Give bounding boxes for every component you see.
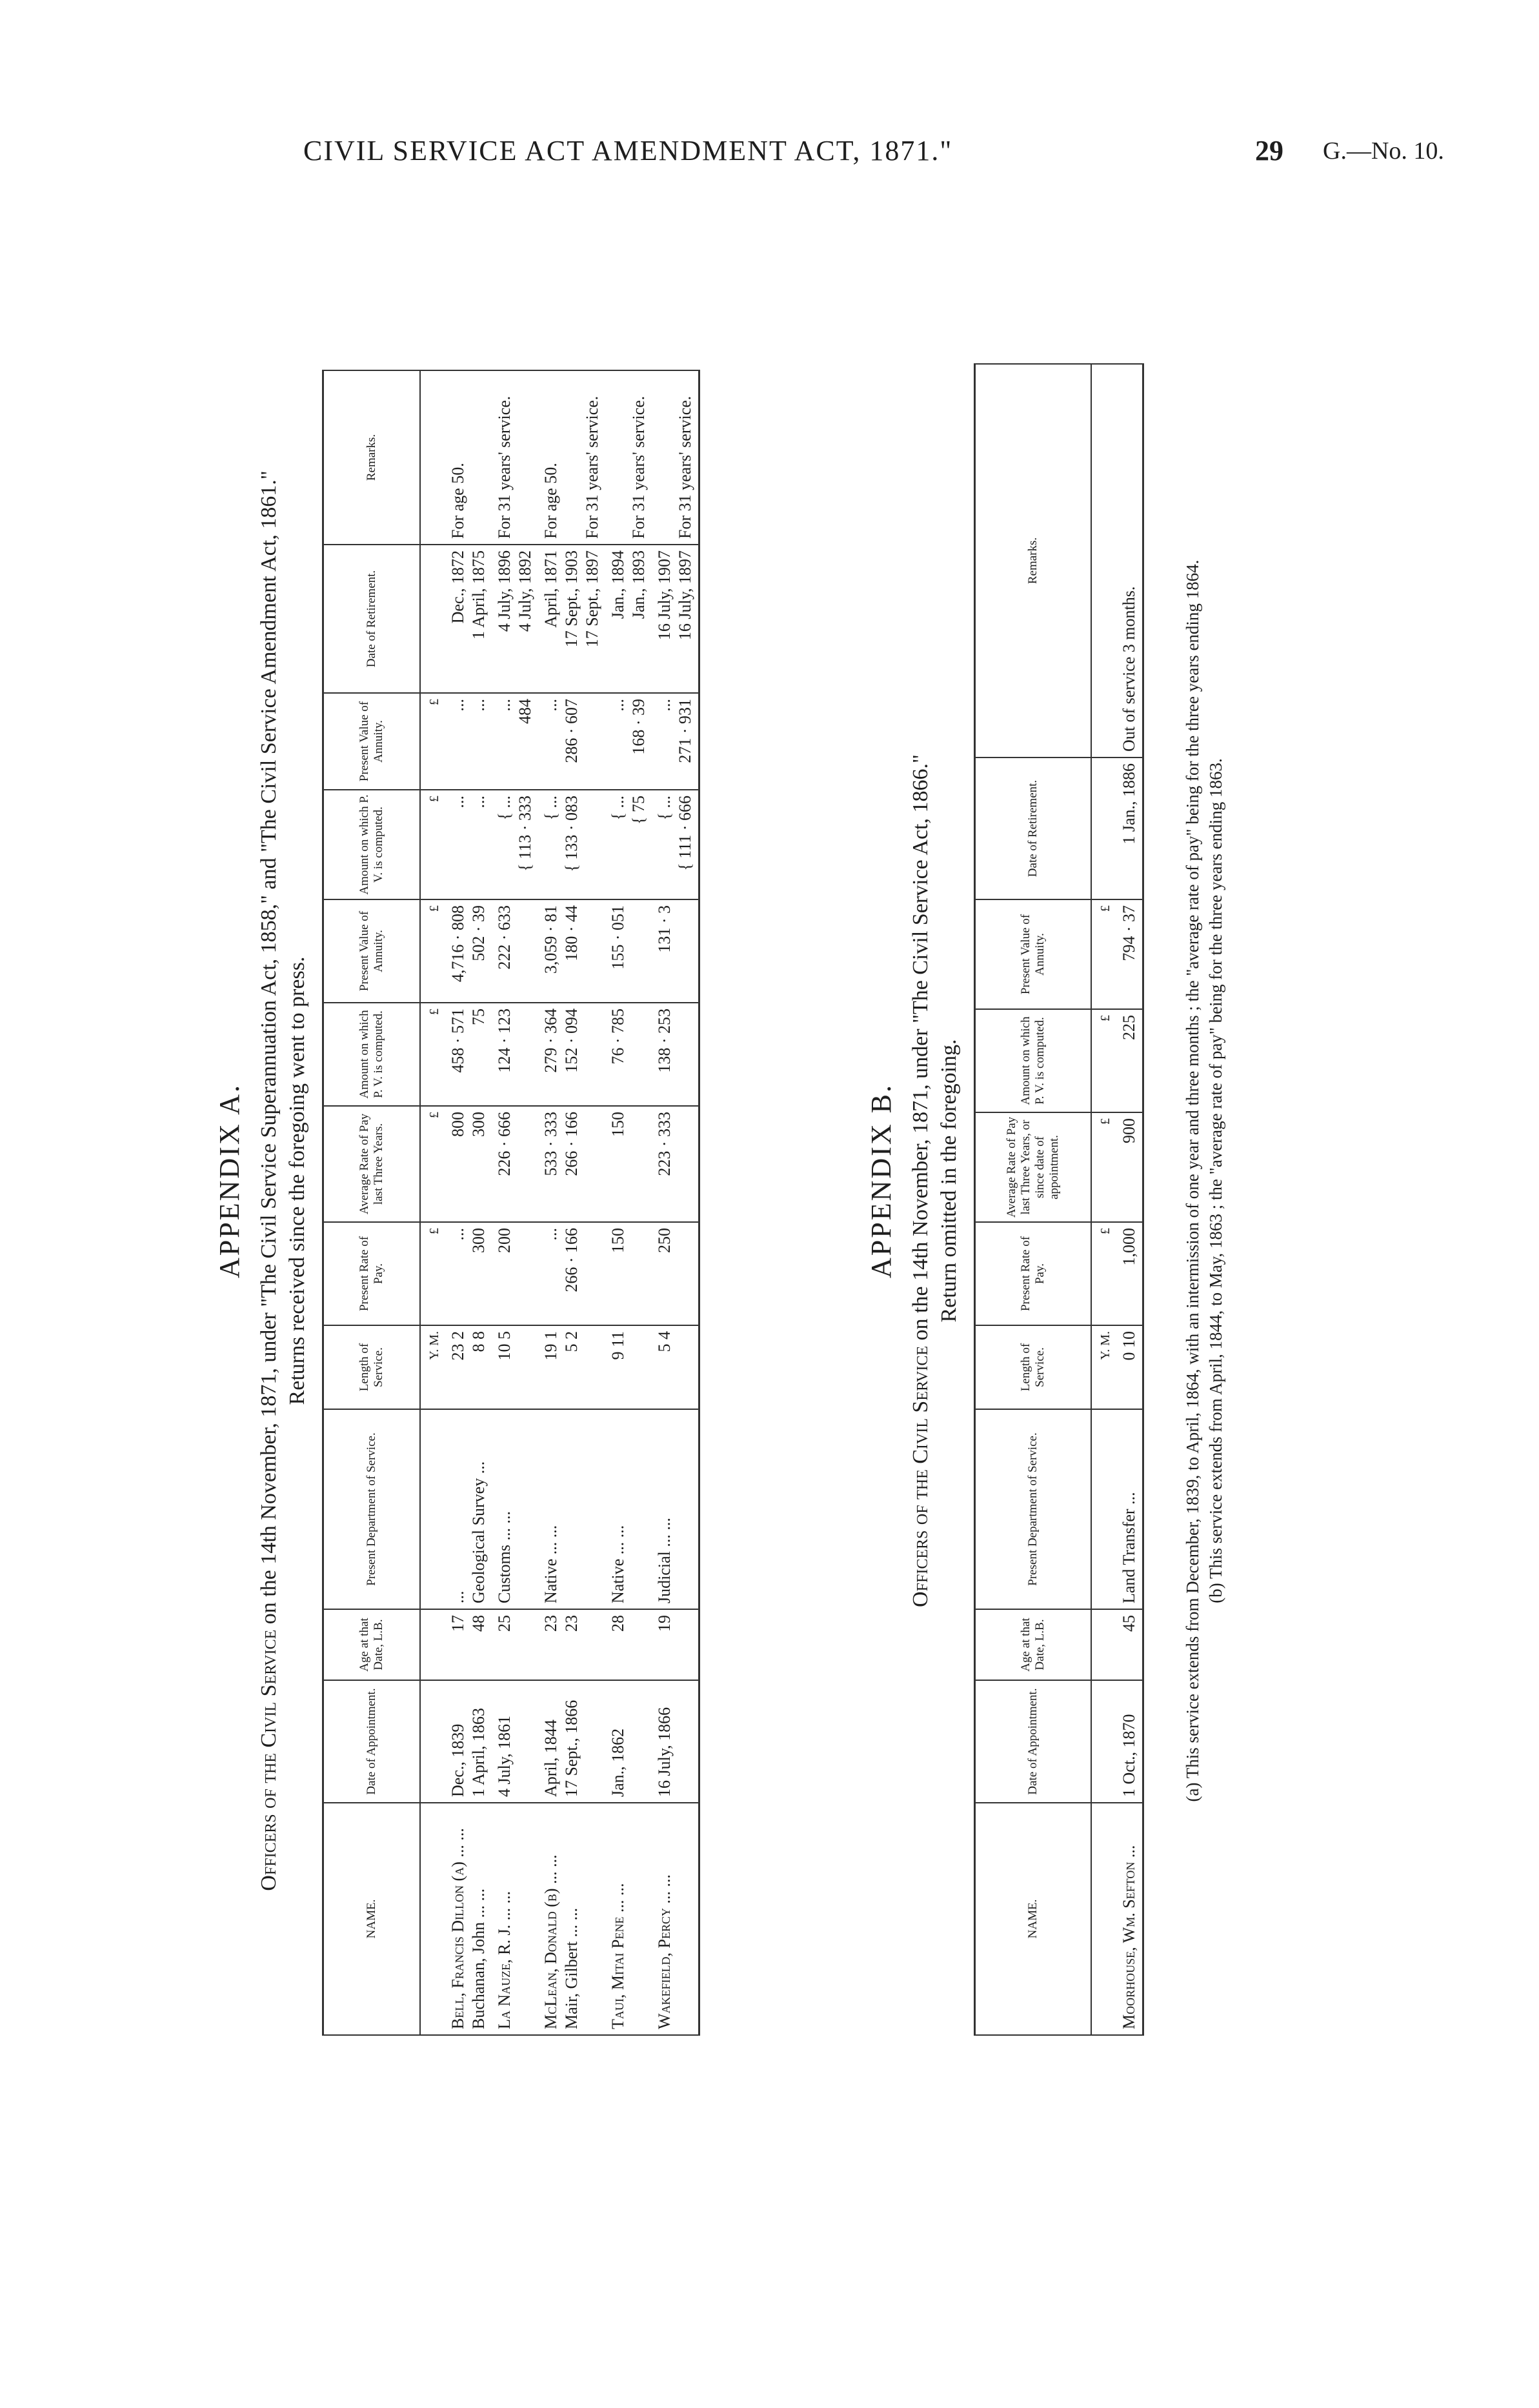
appendix-b-heading: APPENDIX B.	[865, 1083, 897, 1278]
age-cell	[492, 1609, 538, 1680]
appendix-b-table	[974, 363, 1144, 2036]
unit-cell	[1091, 1803, 1116, 2035]
remarks: For 31 years' service.	[629, 396, 648, 539]
amount-computed-2: { ...	[654, 796, 674, 821]
officer-name: Moorhouse, Wm. Sefton ...	[1116, 1803, 1143, 2035]
dept-cell	[492, 1409, 538, 1609]
remarks-cell	[605, 370, 652, 545]
length-of-service: 9 11	[608, 1331, 627, 1360]
appendix-b-subtitle-prefix: Officers of the Civil Service	[909, 1345, 932, 1607]
amount-computed-2: { 111 · 666	[675, 796, 694, 871]
pv2-cell	[492, 693, 538, 790]
col-header: NAME.	[975, 1803, 1091, 2035]
unit-cell	[420, 545, 445, 693]
present-pay: 1,000	[1116, 1222, 1143, 1325]
officer-name: Bell, Francis Dillon (a) ... ...	[448, 1828, 467, 2029]
pv-cell	[492, 899, 538, 1003]
age: 17	[448, 1615, 467, 1632]
appendix-a-table	[322, 370, 700, 2036]
amount-computed-2: { 75	[629, 796, 648, 825]
unit-cell	[420, 370, 445, 545]
name-cell	[605, 1803, 652, 2035]
average-pay: 900	[1116, 1112, 1143, 1222]
present-value-2: ...	[541, 699, 560, 712]
appointment-date: Dec., 1839	[448, 1723, 467, 1797]
retirement-date: 17 Sept., 1903	[561, 550, 581, 648]
retire-cell	[605, 545, 652, 693]
col-header: Date of Appointment.	[323, 1680, 420, 1803]
retirement-date: 16 July, 1897	[675, 550, 694, 641]
present-value: 3,059 · 81	[541, 905, 560, 974]
unit-cell	[1091, 1409, 1116, 1609]
length-of-service: 5 4	[654, 1331, 674, 1352]
remarks-cell	[492, 370, 538, 545]
name-cell	[492, 1803, 538, 2035]
department: Native ... ...	[608, 1525, 627, 1603]
appendix-a-subtitle	[255, 213, 283, 2149]
age-cell	[538, 1609, 605, 1680]
length-of-service: 10 5	[494, 1331, 514, 1361]
appendix-b-header-row	[975, 364, 1091, 2035]
unit-cell: £	[420, 1222, 445, 1325]
present-value: 4,716 · 808	[448, 905, 467, 983]
age: 45	[1116, 1609, 1143, 1680]
present-pay: 266 · 166	[561, 1228, 581, 1292]
dept-cell	[445, 1409, 492, 1609]
remarks: For age 50.	[448, 463, 467, 539]
retire-cell	[445, 545, 492, 693]
appendix-b	[865, 213, 1226, 2149]
department: Native ... ...	[541, 1525, 560, 1603]
age-cell	[445, 1609, 492, 1680]
retirement-date: 17 Sept., 1897	[582, 550, 601, 648]
unit-cell: £	[420, 693, 445, 790]
present-value-2: ...	[654, 699, 674, 712]
length-cell	[605, 1325, 652, 1409]
avg-cell	[538, 1106, 605, 1222]
present-value: 222 · 633	[494, 905, 514, 970]
pv-cell	[605, 899, 652, 1003]
present-value-2: ...	[608, 699, 627, 712]
unit-cell	[1091, 758, 1116, 899]
department: ...	[448, 1590, 467, 1603]
col-header: Amount on which P. V. is computed.	[323, 1003, 420, 1106]
retirement-date: 1 Jan., 1886	[1116, 758, 1143, 899]
appointment-date: April, 1844	[541, 1720, 560, 1797]
pv2-cell	[605, 693, 652, 790]
col-header: Length of Service.	[975, 1325, 1091, 1409]
footnote-b: (b) This service extends from April, 1844, to May, 1863 ; the "average rate of pay" being for the three years ending 1863.	[1206, 758, 1225, 1603]
appendix-a-heading: APPENDIX A.	[214, 1083, 245, 1278]
col-header: Present Value of Annuity.	[323, 693, 420, 790]
average-pay: 300	[468, 1112, 488, 1137]
avg-cell	[605, 1106, 652, 1222]
length-cell	[538, 1325, 605, 1409]
pv2-cell	[445, 693, 492, 790]
amount2-cell	[652, 790, 699, 899]
name-cell	[445, 1803, 492, 2035]
retirement-date: Jan., 1893	[629, 550, 648, 619]
unit-cell: £	[420, 790, 445, 899]
amount-computed: 152 · 094	[561, 1008, 581, 1073]
page-number: 29	[1255, 135, 1283, 166]
col-header: Date of Retirement.	[323, 545, 420, 693]
length-cell	[445, 1325, 492, 1409]
remarks: For age 50.	[541, 463, 560, 539]
retirement-date: April, 1871	[541, 550, 560, 628]
amount2-cell	[445, 790, 492, 899]
present-value: 180 · 44	[561, 905, 581, 961]
amount-computed: 225	[1116, 1009, 1143, 1112]
retire-cell	[538, 545, 605, 693]
officer-name: La Nauze, R. J. ... ...	[494, 1891, 514, 2029]
remarks: Out of service 3 months.	[1116, 364, 1143, 758]
appointment-date: Jan., 1862	[608, 1728, 627, 1797]
length-cell	[652, 1325, 699, 1409]
unit-cell	[1091, 364, 1116, 758]
present-value: 131 · 3	[654, 905, 674, 953]
unit-cell: £	[420, 1003, 445, 1106]
retirement-date: Jan., 1894	[608, 550, 627, 619]
remarks-cell	[652, 370, 699, 545]
unit-cell: Y. M.	[420, 1325, 445, 1409]
officer-name: Mair, Gilbert ... ...	[561, 1907, 581, 2029]
amount-cell	[652, 1003, 699, 1106]
col-header: Remarks.	[975, 364, 1091, 758]
appendix-a-subtitle-line2: Returns received since the foregoing went to press.	[285, 956, 309, 1405]
footnote-a: (a) This service extends from December, 1839, to April, 1864, with an intermission of one year and three months ; the "average rate of pay" being for the three years ending 1864.	[1183, 559, 1202, 1802]
retire-cell	[652, 545, 699, 693]
unit-cell	[420, 1680, 445, 1803]
col-header: Average Rate of Pay last Three Years.	[323, 1106, 420, 1222]
amount2-cell	[538, 790, 605, 899]
pay-cell	[445, 1222, 492, 1325]
col-header: Present Rate of Pay.	[975, 1222, 1091, 1325]
present-pay: 150	[608, 1228, 627, 1253]
appointment-date: 4 July, 1861	[494, 1715, 514, 1797]
unit-cell: £	[1091, 1009, 1116, 1112]
present-value-2: ...	[448, 699, 467, 712]
appendix-a-header-row	[323, 370, 420, 2035]
dept-cell	[652, 1409, 699, 1609]
col-header: Date of Appointment.	[975, 1680, 1091, 1803]
col-header: Age at that Date, L.B.	[975, 1609, 1091, 1680]
average-pay: 223 · 333	[654, 1112, 674, 1176]
officer-name: Wakefield, Percy ... ...	[654, 1874, 674, 2029]
present-value-2: 168 · 39	[629, 699, 648, 755]
length-of-service: 19 1	[541, 1331, 560, 1361]
present-value-2: 286 · 607	[561, 699, 581, 763]
col-header: Present Department of Service.	[975, 1409, 1091, 1609]
amount-computed: 138 · 253	[654, 1008, 674, 1073]
avg-cell	[492, 1106, 538, 1222]
present-value: 155 · 051	[608, 905, 627, 970]
pay-cell	[652, 1222, 699, 1325]
remarks-cell	[538, 370, 605, 545]
unit-cell: £	[1091, 1112, 1116, 1222]
amount2-cell	[492, 790, 538, 899]
present-pay: 250	[654, 1228, 674, 1253]
col-header: Amount on which P. V. is computed.	[975, 1009, 1091, 1112]
appendix-b-subtitle-line2: Return omitted in the foregoing.	[937, 1039, 961, 1323]
remarks: For 31 years' service.	[582, 396, 601, 539]
amount-computed: 76 · 785	[608, 1008, 627, 1065]
col-header: Present Value of Annuity.	[975, 899, 1091, 1009]
date-cell	[492, 1680, 538, 1803]
present-value-2: ...	[468, 699, 488, 712]
amount-computed-2: { ...	[541, 796, 560, 821]
department: Land Transfer ...	[1116, 1409, 1143, 1609]
col-header: Average Rate of Pay last Three Years, or since date of appointment.	[975, 1112, 1091, 1222]
running-head	[0, 134, 1539, 173]
amount-computed: 124 · 123	[494, 1008, 514, 1073]
appointment-date: 17 Sept., 1866	[561, 1700, 581, 1797]
appointment-date: 1 Oct., 1870	[1116, 1680, 1143, 1803]
running-head-title: CIVIL SERVICE ACT AMENDMENT ACT, 1871."	[303, 135, 953, 166]
present-pay: ...	[448, 1228, 467, 1241]
average-pay: 533 · 333	[541, 1112, 560, 1176]
retirement-date: Dec., 1872	[448, 550, 467, 624]
unit-cell	[420, 1409, 445, 1609]
present-pay: ...	[541, 1228, 560, 1241]
table-row	[652, 370, 699, 2035]
retirement-date: 4 July, 1896	[494, 550, 514, 632]
present-value-2: ...	[494, 699, 514, 712]
age: 19	[654, 1615, 674, 1632]
present-value: 502 · 39	[468, 905, 488, 961]
appendix-a-subtitle-rest: on the 14th November, 1871, under "The Civil Service Superannuation Act, 1858," and "The Civil Service Amendment Act, 1861."	[257, 470, 281, 1625]
age: 23	[561, 1615, 581, 1632]
pv2-cell	[652, 693, 699, 790]
unit-cell: £	[1091, 899, 1116, 1009]
pay-cell	[605, 1222, 652, 1325]
amount-computed: 75	[468, 1008, 488, 1025]
pv-cell	[538, 899, 605, 1003]
age-cell	[652, 1609, 699, 1680]
retirement-date: 16 July, 1907	[654, 550, 674, 641]
col-header: Amount on which P. V. is computed.	[323, 790, 420, 899]
date-cell	[445, 1680, 492, 1803]
appointment-date: 1 April, 1863	[468, 1708, 488, 1797]
amount-computed-2: { 113 · 333	[515, 796, 534, 872]
unit-cell	[1091, 1680, 1116, 1803]
officer-name: Taui, Mitai Pene ... ...	[608, 1883, 627, 2029]
age: 28	[608, 1615, 627, 1632]
amount2-cell	[605, 790, 652, 899]
unit-cell	[420, 1609, 445, 1680]
pv2-cell	[538, 693, 605, 790]
amount-computed-2: ...	[448, 796, 467, 808]
date-cell	[652, 1680, 699, 1803]
department: Judicial ... ...	[654, 1518, 674, 1603]
col-header: Present Department of Service.	[323, 1409, 420, 1609]
retirement-date: 1 April, 1875	[468, 550, 488, 639]
appendix-b-subtitle-rest: on the 14th November, 1871, under "The Civil Service Act, 1866."	[909, 754, 932, 1341]
average-pay: 800	[448, 1112, 467, 1137]
age-cell	[605, 1609, 652, 1680]
amount-computed: 279 · 364	[541, 1008, 560, 1073]
date-cell	[538, 1680, 605, 1803]
present-value: 794 · 37	[1116, 899, 1143, 1009]
average-pay: 150	[608, 1112, 627, 1137]
unit-cell: £	[1091, 1222, 1116, 1325]
amount-computed-2: { ...	[608, 796, 627, 821]
unit-cell	[420, 1803, 445, 2035]
pay-cell	[492, 1222, 538, 1325]
amount-cell	[492, 1003, 538, 1106]
length-cell	[492, 1325, 538, 1409]
col-header: Present Rate of Pay.	[323, 1222, 420, 1325]
unit-cell	[1091, 1609, 1116, 1680]
col-header: NAME.	[323, 1803, 420, 2035]
amount-cell	[538, 1003, 605, 1106]
department: Geological Survey ...	[468, 1461, 488, 1603]
amount-computed-2: { 133 · 083	[561, 796, 581, 872]
table-row	[492, 370, 538, 2035]
table-row	[605, 370, 652, 2035]
appendix-a-unit-row	[420, 370, 445, 2035]
appendix-b-unit-row	[1091, 364, 1116, 2035]
amount-computed-2: ...	[468, 796, 488, 808]
col-header: Remarks.	[323, 370, 420, 545]
department: Customs ... ...	[494, 1510, 514, 1603]
length-of-service: 5 2	[561, 1331, 581, 1352]
present-pay: 200	[494, 1228, 514, 1253]
remarks: For 31 years' service.	[675, 396, 694, 539]
present-value-2: 271 · 931	[675, 699, 694, 763]
pv-cell	[652, 899, 699, 1003]
col-header: Age at that Date, L.B.	[323, 1609, 420, 1680]
table-row	[1116, 364, 1143, 2035]
unit-cell: £	[420, 1106, 445, 1222]
avg-cell	[445, 1106, 492, 1222]
average-pay: 266 · 166	[561, 1112, 581, 1176]
col-header: Date of Retirement.	[975, 758, 1091, 899]
unit-cell: Y. M.	[1091, 1325, 1116, 1409]
dept-cell	[605, 1409, 652, 1609]
present-value-2: 484	[515, 699, 534, 724]
appendix-a-subtitle-prefix: Officers of the Civil Service	[257, 1629, 281, 1891]
amount-computed-2: { ...	[494, 796, 514, 821]
average-pay: 226 · 666	[494, 1112, 514, 1176]
officer-name: Buchanan, John ... ...	[468, 1888, 488, 2029]
length-of-service: 0 10	[1116, 1325, 1143, 1409]
present-pay: 300	[468, 1228, 488, 1253]
retirement-date: 4 July, 1892	[515, 550, 534, 632]
paper-reference: G.—No. 10.	[1323, 137, 1444, 165]
length-of-service: 8 8	[468, 1331, 488, 1352]
appointment-date: 16 July, 1866	[654, 1707, 674, 1797]
amount-cell	[605, 1003, 652, 1106]
col-header: Present Value of Annuity.	[323, 899, 420, 1003]
table-row	[538, 370, 605, 2035]
age: 23	[541, 1615, 560, 1632]
col-header: Length of Service.	[323, 1325, 420, 1409]
name-cell	[652, 1803, 699, 2035]
unit-cell: £	[420, 899, 445, 1003]
age: 48	[468, 1615, 488, 1632]
name-cell	[538, 1803, 605, 2035]
avg-cell	[652, 1106, 699, 1222]
amount-computed: 458 · 571	[448, 1008, 467, 1073]
footnotes	[1181, 213, 1252, 2149]
length-of-service: 23 2	[448, 1331, 467, 1361]
table-row	[445, 370, 492, 2035]
remarks-cell	[445, 370, 492, 545]
date-cell	[605, 1680, 652, 1803]
pay-cell	[538, 1222, 605, 1325]
appendix-b-subtitle	[907, 213, 935, 2149]
officer-name: McLean, Donald (b) ... ...	[541, 1854, 560, 2029]
pv-cell	[445, 899, 492, 1003]
retire-cell	[492, 545, 538, 693]
remarks: For 31 years' service.	[494, 396, 514, 539]
amount-cell	[445, 1003, 492, 1106]
age: 25	[494, 1615, 514, 1632]
appendix-a	[213, 213, 826, 2149]
dept-cell	[538, 1409, 605, 1609]
